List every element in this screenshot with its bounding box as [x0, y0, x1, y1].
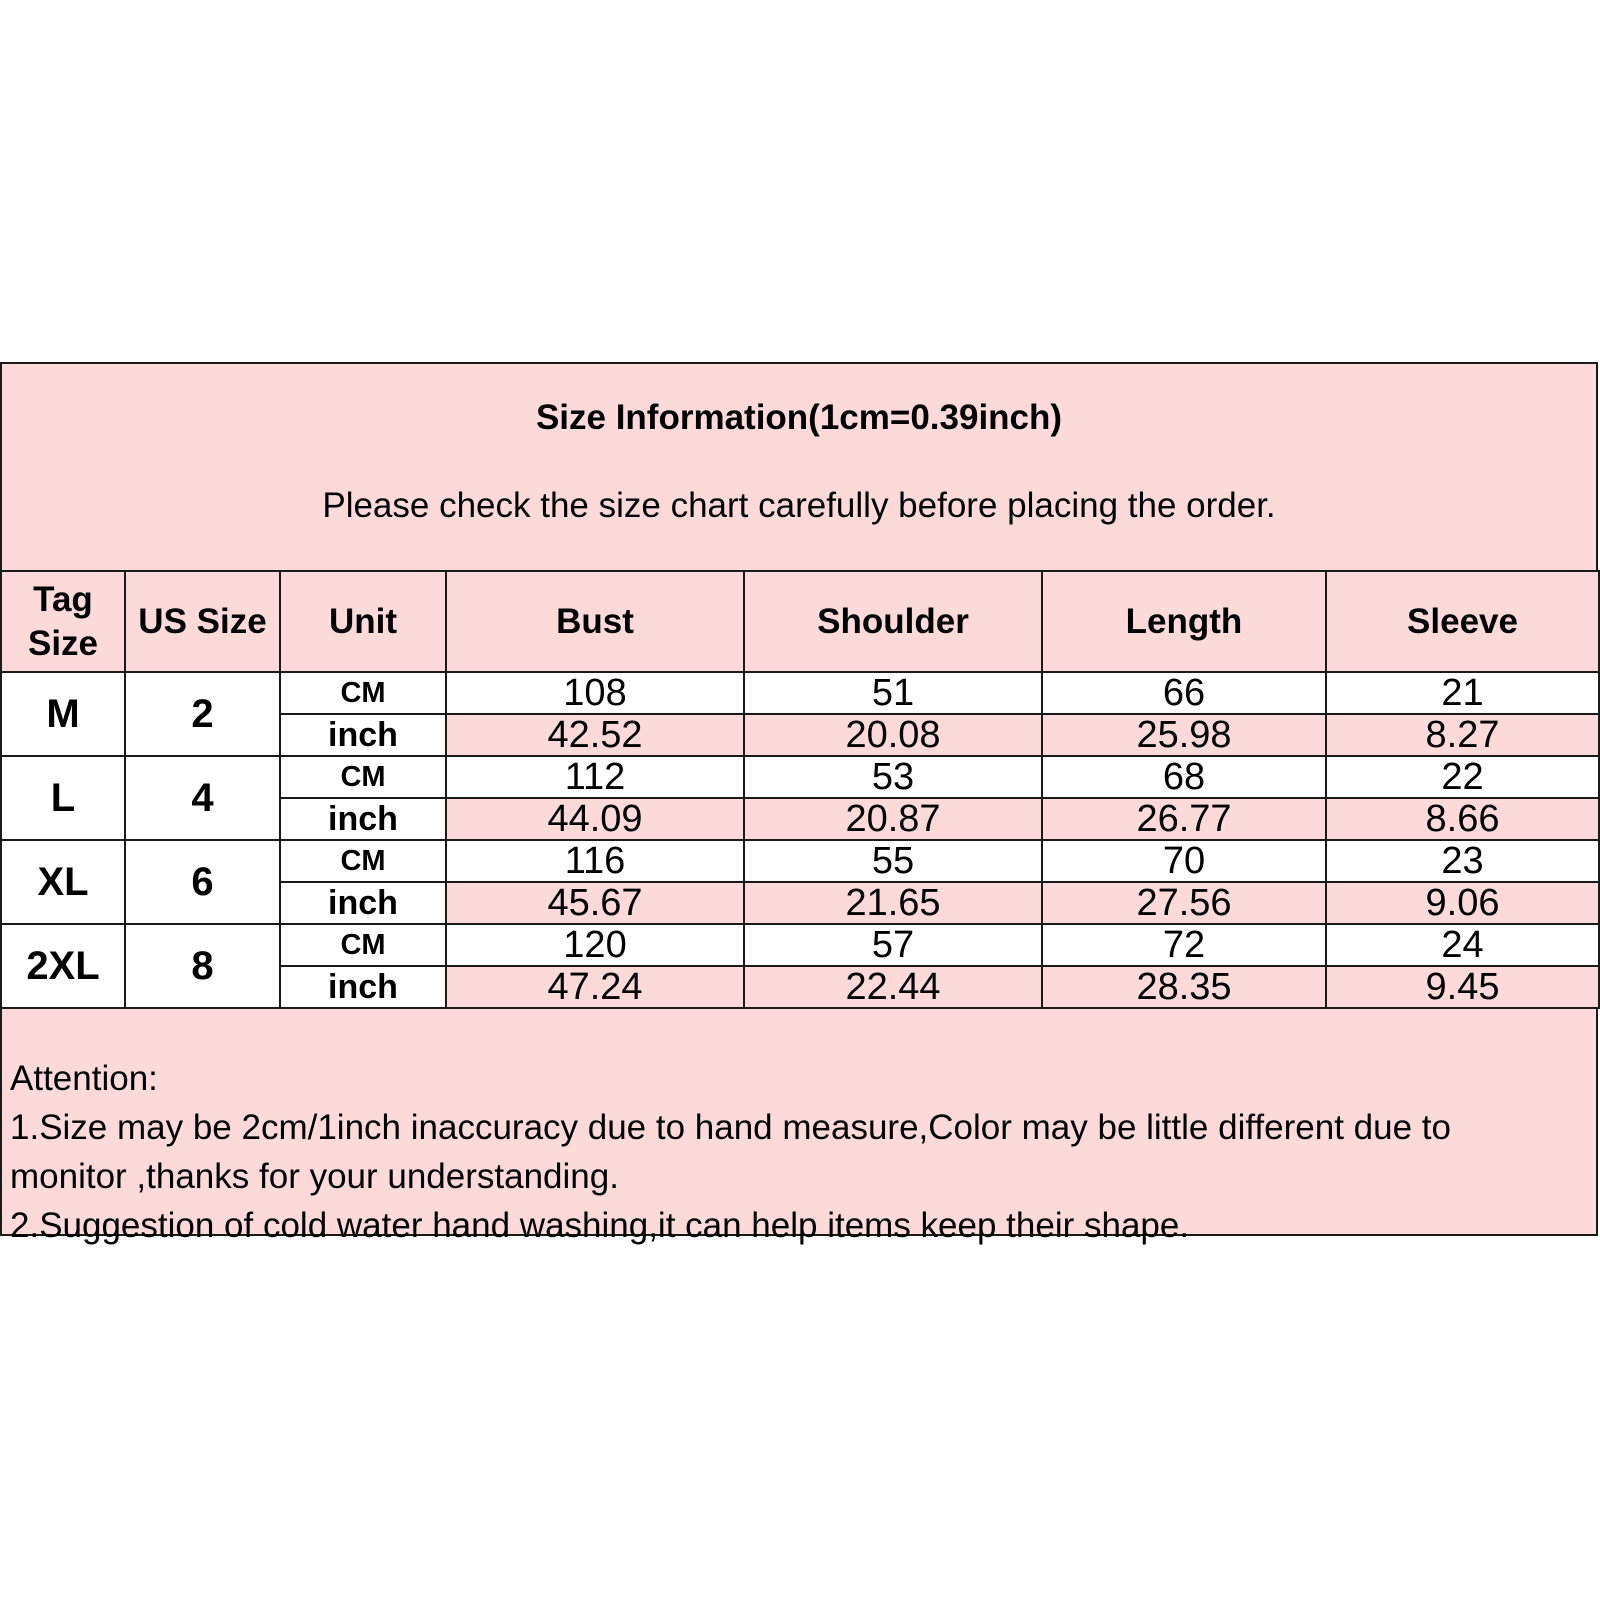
attention-line: 2.Suggestion of cold water hand washing,it can help items keep their shape. [10, 1206, 1190, 1245]
bust-cell: 44.09 [446, 798, 744, 840]
unit-cell: inch [280, 714, 446, 756]
shoulder-cell: 21.65 [744, 882, 1042, 924]
header-shoulder: Shoulder [744, 571, 1042, 672]
bust-cell: 120 [446, 924, 744, 966]
attention-notes [10, 1054, 1590, 1250]
us-size-cell: 4 [125, 756, 280, 840]
unit-cell: inch [280, 798, 446, 840]
sleeve-cell: 8.27 [1326, 714, 1599, 756]
table-row [1, 840, 1599, 882]
sleeve-cell: 23 [1326, 840, 1599, 882]
length-cell: 28.35 [1042, 966, 1326, 1008]
unit-cell: inch [280, 966, 446, 1008]
sleeve-cell: 22 [1326, 756, 1599, 798]
bust-cell: 116 [446, 840, 744, 882]
sleeve-cell: 9.06 [1326, 882, 1599, 924]
length-cell: 26.77 [1042, 798, 1326, 840]
sleeve-cell: 21 [1326, 672, 1599, 714]
chart-header [2, 364, 1596, 570]
attention-line: 1.Size may be 2cm/1inch inaccuracy due to hand measure,Color may be little different due to [10, 1108, 1451, 1147]
tag-size-cell: M [1, 672, 125, 756]
shoulder-cell: 53 [744, 756, 1042, 798]
table-header-row [1, 571, 1599, 672]
bust-cell: 47.24 [446, 966, 744, 1008]
shoulder-cell: 22.44 [744, 966, 1042, 1008]
shoulder-cell: 51 [744, 672, 1042, 714]
chart-subtitle: Please check the size chart carefully before placing the order. [322, 486, 1276, 525]
unit-cell: inch [280, 882, 446, 924]
sleeve-cell: 24 [1326, 924, 1599, 966]
tag-size-cell: L [1, 756, 125, 840]
header-length: Length [1042, 571, 1326, 672]
attention-heading: Attention: [10, 1059, 158, 1098]
header-unit: Unit [280, 571, 446, 672]
header-bust: Bust [446, 571, 744, 672]
size-table [0, 570, 1600, 1009]
sleeve-cell: 9.45 [1326, 966, 1599, 1008]
length-cell: 66 [1042, 672, 1326, 714]
length-cell: 27.56 [1042, 882, 1326, 924]
shoulder-cell: 57 [744, 924, 1042, 966]
header-tag-size: Tag Size [1, 571, 125, 672]
length-cell: 25.98 [1042, 714, 1326, 756]
bust-cell: 45.67 [446, 882, 744, 924]
shoulder-cell: 20.87 [744, 798, 1042, 840]
us-size-cell: 6 [125, 840, 280, 924]
unit-cell: CM [280, 840, 446, 882]
attention-line: monitor ,thanks for your understanding. [10, 1157, 619, 1196]
attention-section [2, 974, 1596, 1245]
length-cell: 70 [1042, 840, 1326, 882]
us-size-cell: 8 [125, 924, 280, 1008]
unit-cell: CM [280, 756, 446, 798]
chart-title: Size Information(1cm=0.39inch) [535, 398, 1063, 437]
sleeve-cell: 8.66 [1326, 798, 1599, 840]
table-row [1, 756, 1599, 798]
shoulder-cell: 55 [744, 840, 1042, 882]
length-cell: 72 [1042, 924, 1326, 966]
unit-cell: CM [280, 924, 446, 966]
bust-cell: 108 [446, 672, 744, 714]
tag-size-cell: 2XL [1, 924, 125, 1008]
bust-cell: 112 [446, 756, 744, 798]
table-row [1, 924, 1599, 966]
unit-cell: CM [280, 672, 446, 714]
bust-cell: 42.52 [446, 714, 744, 756]
header-us-size: US Size [125, 571, 280, 672]
us-size-cell: 2 [125, 672, 280, 756]
header-sleeve: Sleeve [1326, 571, 1599, 672]
size-chart [0, 362, 1598, 1245]
tag-size-cell: XL [1, 840, 125, 924]
length-cell: 68 [1042, 756, 1326, 798]
table-row [1, 672, 1599, 714]
shoulder-cell: 20.08 [744, 714, 1042, 756]
